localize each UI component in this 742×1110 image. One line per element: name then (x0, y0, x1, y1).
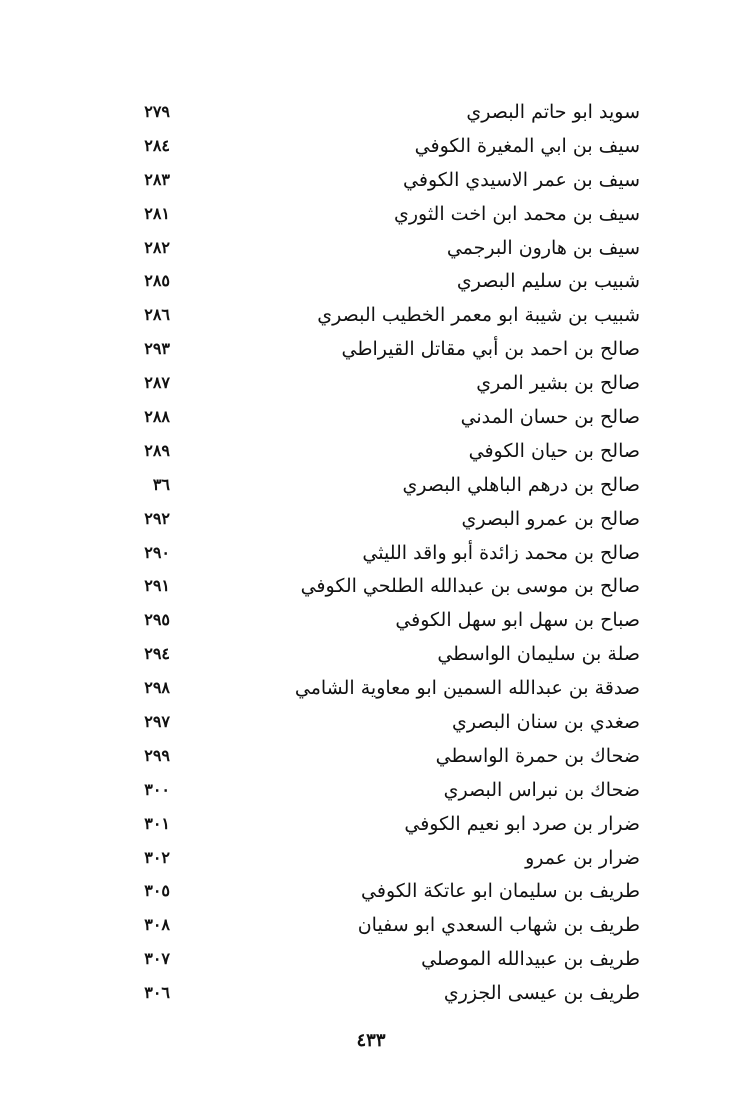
index-entry (120, 163, 640, 197)
index-entry (120, 129, 640, 163)
index-entry (120, 502, 640, 536)
index-entry (120, 671, 640, 705)
index-entry (120, 95, 640, 129)
index-entry (120, 569, 640, 603)
entry-name: طريف بن عيسى الجزري (443, 982, 640, 1005)
entry-page-number: ٢٩١ (144, 576, 170, 596)
index-entry (120, 841, 640, 875)
index-entry (120, 264, 640, 298)
entry-name: سيف بن محمد ابن اخت الثوري (393, 202, 640, 225)
entry-name: سويد ابو حاتم البصري (466, 101, 640, 123)
entry-page-number: ٢٩٩ (144, 745, 170, 765)
entry-name: طريف بن عبيدالله الموصلي (421, 948, 640, 971)
entry-page-number: ٢٩٧ (144, 712, 170, 732)
entry-name: صالح بن درهم الباهلي البصري (402, 473, 640, 496)
entry-name: صغدي بن سنان البصري (451, 711, 640, 734)
index-entry (120, 434, 640, 468)
entry-page-number: ٢٨٥ (144, 271, 170, 291)
index-entry (120, 807, 640, 841)
index-entry (120, 298, 640, 332)
entry-name: صالح بن احمد بن أبي مقاتل القيراطي (341, 338, 640, 361)
entry-page-number: ٢٨٢ (144, 237, 170, 257)
entry-name: شبيب بن شيبة ابو معمر الخطيب البصري (317, 304, 640, 327)
entry-page-number: ٢٨٤ (144, 135, 170, 155)
index-entry (120, 705, 640, 739)
index-entry (120, 468, 640, 502)
entry-page-number: ٣٠٦ (144, 983, 170, 1003)
index-entry (120, 197, 640, 231)
index-entry (120, 603, 640, 637)
entry-name: سيف بن عمر الاسيدي الكوفي (403, 168, 640, 191)
entry-page-number: ٢٩٤ (144, 644, 170, 664)
index-entry (120, 976, 640, 1010)
index-entry (120, 400, 640, 434)
index-entry (120, 739, 640, 773)
entry-name: شبيب بن سليم البصري (456, 270, 640, 293)
entry-name: صدقة بن عبدالله السمين ابو معاوية الشامي (294, 677, 640, 700)
index-entry (120, 908, 640, 942)
entry-name: طريف بن سليمان ابو عاتكة الكوفي (361, 880, 640, 903)
entry-name: ضحاك بن نبراس البصري (443, 778, 640, 801)
entry-name: ضرار بن عمرو (525, 846, 640, 869)
entry-page-number: ٣٠٠ (144, 779, 170, 799)
index-entry (120, 536, 640, 570)
entry-page-number: ٢٨٣ (144, 169, 170, 189)
index-entry (120, 637, 640, 671)
entry-page-number: ٣٠٢ (144, 847, 170, 867)
entry-name: طريف بن شهاب السعدي ابو سفيان (357, 914, 640, 937)
entry-page-number: ٢٨٦ (144, 305, 170, 325)
entry-name: صالح بن بشير المري (476, 372, 640, 395)
entry-page-number: ٢٩٣ (144, 339, 170, 359)
entry-name: صالح بن حسان المدني (460, 406, 640, 429)
entry-name: صباح بن سهل ابو سهل الكوفي (395, 609, 640, 632)
entry-page-number: ٢٩٢ (144, 508, 170, 528)
index-entry (120, 366, 640, 400)
index-entry (120, 874, 640, 908)
entry-page-number: ٢٨٧ (144, 373, 170, 393)
index-entry (120, 231, 640, 265)
entry-name: سيف بن ابي المغيرة الكوفي (414, 134, 640, 157)
index-entry (120, 332, 640, 366)
entry-page-number: ٢٩٥ (144, 610, 170, 630)
entry-page-number: ٣٠١ (144, 813, 170, 833)
entry-page-number: ٢٨١ (144, 203, 170, 223)
entry-name: صالح بن محمد زائدة أبو واقد الليثي (362, 541, 640, 564)
entry-page-number: ٣٠٧ (144, 949, 170, 969)
entry-name: صلة بن سليمان الواسطي (437, 643, 640, 666)
entry-page-number: ٣٦ (152, 474, 170, 494)
entry-name: ضحاك بن حمرة الواسطي (435, 744, 640, 767)
entry-page-number: ٢٩٠ (144, 542, 170, 562)
index-list (120, 95, 640, 1010)
entry-name: صالح بن عمرو البصري (461, 507, 640, 530)
entry-name: ضرار بن صرد ابو نعيم الكوفي (404, 812, 640, 835)
entry-page-number: ٢٩٨ (144, 678, 170, 698)
entry-page-number: ٢٨٩ (144, 440, 170, 460)
entry-page-number: ٢٨٨ (144, 407, 170, 427)
entry-name: سيف بن هارون البرجمي (446, 236, 640, 259)
entry-page-number: ٢٧٩ (144, 102, 170, 121)
entry-name: صالح بن موسى بن عبدالله الطلحي الكوفي (300, 575, 640, 598)
index-entry (120, 773, 640, 807)
index-entry (120, 942, 640, 976)
entry-page-number: ٣٠٨ (144, 915, 170, 935)
entry-name: صالح بن حيان الكوفي (468, 439, 640, 462)
entry-page-number: ٣٠٥ (144, 881, 170, 901)
page-number: ٤٣٣ (356, 1030, 386, 1051)
